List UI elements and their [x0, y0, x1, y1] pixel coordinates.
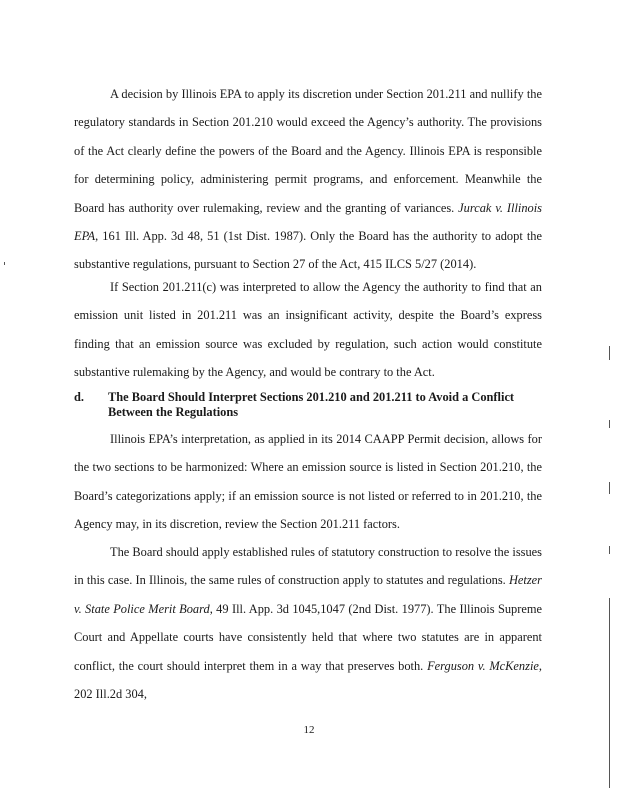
paragraph-text: The Board should apply established rules of statutory construction to resolve the issues in this case. In Illinois, the same rules of construction apply to statutes and regulations. [74, 545, 542, 588]
section-letter: d. [74, 390, 84, 404]
scan-artifact [609, 346, 610, 360]
case-citation-jurcak: Jurcak v. Illinois EPA [74, 200, 542, 244]
paragraph-text: , 161 Ill. App. 3d 48, 51 (1st Dist. 1987). Only the Board has the authority to adopt the substantive regulations, pursuant to Section 27 of the Act, 415 ILCS 5/27 (2014). [74, 229, 542, 272]
paragraph-text: A decision by Illinois EPA to apply its discretion under Section 201.211 and nullify the regulatory standards in Section 201.210 would exceed the Agency’s authority. The provisions of the Act clearly define the powers of the Board and the Agency. Illinois EPA is responsible for determining policy, administering permit programs, and enforcement. Meanwhile the Board has authority over rulemaking, review and the granting of variances. [74, 87, 542, 215]
case-citation-hetzer: Hetzer v. State Police Merit Board [74, 573, 542, 616]
scan-artifact [609, 420, 610, 428]
paragraph-text: If Section 201.211(c) was interpreted to allow the Agency the authority to find that an emission unit listed in 201.211 was an insignificant activity, despite the Board’s express finding that an emission source was excluded by regulation, such action would constitute substantive rulemaking by the Agency, and would be contrary to the Act. [74, 280, 542, 380]
case-citation-ferguson: Ferguson v. McKenzie [427, 658, 539, 673]
scan-artifact [609, 482, 610, 494]
paragraph-text: , 49 Ill. App. 3d 1045,1047 (2nd Dist. 1977). The Illinois Supreme Court and Appellate courts have consistently held that where two statutes are in apparent conflict, the court should interpret them in a way that preserves both. [74, 601, 542, 673]
scan-artifact [4, 262, 5, 265]
paragraph-text: , 202 Ill.2d 304, [74, 658, 543, 702]
scan-edge-line [609, 598, 610, 788]
paragraph-agency-authority [74, 80, 542, 279]
page-number: 12 [303, 724, 315, 736]
scan-artifact [609, 546, 610, 554]
section-heading: The Board Should Interpret Sections 201.210 and 201.211 to Avoid a Conflict Between the Regulations [108, 390, 515, 419]
paragraph-substantive-rulemaking [74, 273, 542, 387]
paragraph-statutory-construction [74, 538, 542, 708]
paragraph-text: Illinois EPA’s interpretation, as applied in its 2014 CAAPP Permit decision, allows for the two sections to be harmonized: Where an emission source is listed in Section 201.210, the Board’s categorizations apply; if an emission source is not listed or referred to in 201.210, the Agency may, in its discretion, review the Section 201.211 factors. [74, 432, 542, 532]
paragraph-harmonized-interpretation [74, 425, 542, 539]
